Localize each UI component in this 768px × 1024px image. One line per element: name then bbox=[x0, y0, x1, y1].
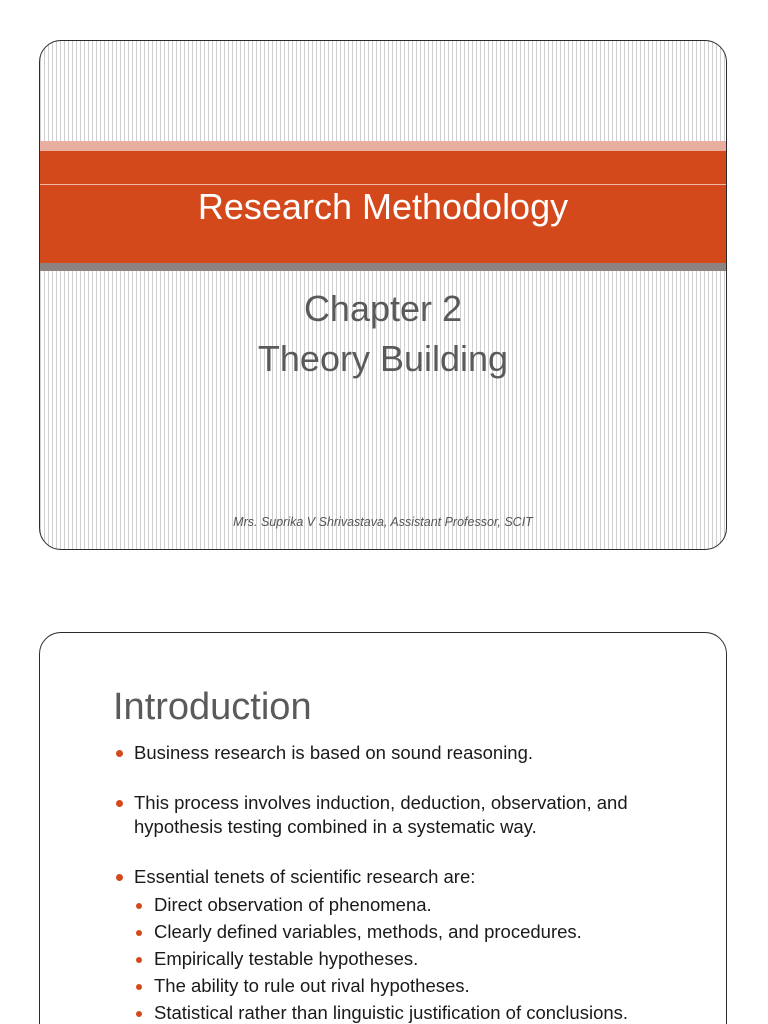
chapter-title: Theory Building bbox=[257, 338, 509, 379]
bullet-icon bbox=[136, 957, 142, 963]
sub-bullet-text: Clearly defined variables, methods, and procedures. bbox=[154, 921, 582, 942]
sub-list-item bbox=[134, 947, 694, 971]
bullet-icon bbox=[136, 903, 142, 909]
bullet-icon bbox=[136, 984, 142, 990]
slide-heading: Introduction bbox=[113, 686, 312, 728]
bullet-icon bbox=[116, 750, 123, 757]
bullet-icon bbox=[136, 1011, 142, 1017]
sub-bullet-text: Statistical rather than linguistic justification of conclusions. bbox=[154, 1002, 629, 1023]
sub-bullet-text: Direct observation of phenomena. bbox=[154, 894, 432, 915]
bullet-list bbox=[114, 741, 694, 1024]
author-credit: Mrs. Suprika V Shrivastava, Assistant Professor, SCIT bbox=[233, 515, 533, 529]
sub-list-item bbox=[134, 974, 694, 998]
sub-bullet-text: The ability to rule out rival hypotheses. bbox=[154, 975, 470, 996]
bullet-icon bbox=[116, 874, 123, 881]
list-item bbox=[114, 791, 694, 839]
list-item bbox=[114, 741, 694, 765]
introduction-slide bbox=[39, 632, 727, 1024]
title-band-top-stripe bbox=[40, 141, 726, 151]
list-item bbox=[114, 865, 694, 889]
slide-title: Research Methodology bbox=[197, 186, 569, 227]
bullet-text: This process involves induction, deduction, observation, and hypothesis testing combined in a systematic way. bbox=[134, 792, 628, 837]
sub-list-item bbox=[134, 920, 694, 944]
bullet-text: Essential tenets of scientific research are: bbox=[134, 866, 476, 887]
bullet-icon bbox=[116, 800, 123, 807]
bullet-text: Business research is based on sound reasoning. bbox=[134, 742, 534, 763]
sub-list-item bbox=[134, 893, 694, 917]
title-band-bottom-stripe bbox=[40, 263, 726, 271]
chapter-label: Chapter 2 bbox=[303, 288, 463, 329]
title-slide bbox=[39, 40, 727, 550]
bullet-icon bbox=[136, 930, 142, 936]
sub-list-item bbox=[134, 1001, 694, 1024]
sub-bullet-text: Empirically testable hypotheses. bbox=[154, 948, 419, 969]
